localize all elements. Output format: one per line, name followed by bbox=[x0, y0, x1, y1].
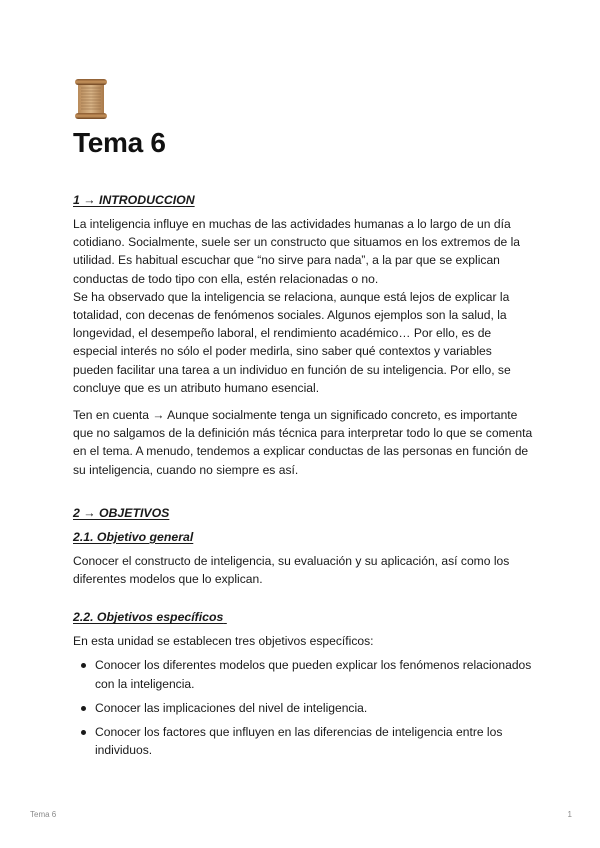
section-heading-introduccion: 1 → INTRODUCCION bbox=[73, 193, 195, 207]
scroll-icon bbox=[73, 78, 109, 120]
list-item: Conocer los diferentes modelos que pueden explicar los fenómenos relacionados con la inteligencia. bbox=[95, 656, 533, 692]
objetivos-especificos-list bbox=[73, 656, 533, 759]
footer-page-number: 1 bbox=[567, 810, 572, 819]
intro-paragraph-2: Se ha observado que la inteligencia se relaciona, aunque está lejos de explicar la totalidad, con decenas de fenómenos sociales. Algunos ejemplos son la salud, la longevidad, el desempeño laboral, el rendimiento académico… Por ello, es de especial interés no sólo el poder medirla, sino saber qué contextos y variables pueden facilitar una tarea a un individuo en función de su inteligencia. Por ello, se concluye que es un atributo humano esencial. bbox=[73, 289, 511, 395]
subheading-objetivo-general: 2.1. Objetivo general bbox=[73, 529, 194, 544]
document-body bbox=[73, 191, 533, 765]
intro-paragraph-1: La inteligencia influye en muchas de las actividades humanas a lo largo de un día cotidiano. Socialmente, suele ser un constructo que situamos en los extremos de la utilidad. Es habitual escuchar que “no sirve para nada”, a la par que se explican conductas de todo tipo con ella, estén relacionadas o no. bbox=[73, 217, 521, 286]
intro-paragraph-note: Ten en cuenta → Aunque socialmente tenga un significado concreto, es importante que no salgamos de la definición más técnica para interpretar todo lo que se comenta en el tema. A menudo, tendemos a explicar conductas de las personas en función de su inteligencia, cuando no siempre es así. bbox=[73, 408, 533, 477]
footer-document-title: Tema 6 bbox=[30, 810, 57, 819]
page-title: Tema 6 bbox=[73, 127, 166, 158]
section-heading-objetivos: 2 → OBJETIVOS bbox=[73, 505, 170, 520]
objetivo-general-text: Conocer el constructo de inteligencia, su evaluación y su aplicación, así como los diferentes modelos que lo explican. bbox=[73, 553, 510, 587]
subheading-objetivos-especificos: 2.2. Objetivos específicos bbox=[73, 610, 224, 625]
list-item: Conocer las implicaciones del nivel de inteligencia. bbox=[95, 699, 533, 717]
objetivos-especificos-intro: En esta unidad se establecen tres objetivos específicos: bbox=[73, 634, 374, 649]
list-item: Conocer los factores que influyen en las diferencias de inteligencia entre los individuos. bbox=[95, 723, 533, 759]
